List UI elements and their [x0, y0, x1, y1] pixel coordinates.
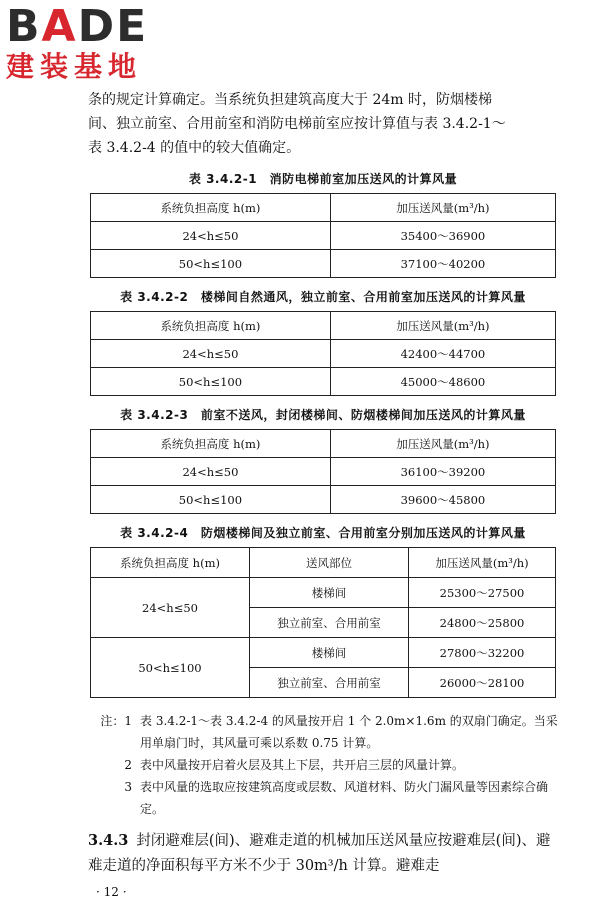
data-table [90, 311, 556, 396]
logo [6, 1, 176, 83]
table-cell: 24800～25800 [409, 608, 556, 638]
table-cell: 独立前室、合用前室 [250, 668, 409, 698]
table-cell: 27800～32200 [409, 638, 556, 668]
table-row [91, 458, 556, 486]
table-cell: 42400～44700 [330, 340, 555, 368]
table-cell: 50<h≤100 [91, 250, 331, 278]
table-header: 系统负担高度 h(m) [91, 430, 331, 458]
table-header: 系统负担高度 h(m) [91, 312, 331, 340]
intro-line: 间、独立前室、合用前室和消防电梯前室应按计算值与表 3.4.2-1～ [88, 116, 506, 132]
document-page [88, 88, 558, 899]
table-row [91, 340, 556, 368]
table-header: 加压送风量(m³/h) [409, 548, 556, 578]
note-number: 3 [124, 780, 132, 794]
note-text: 表中风量按开启着火层及其上下层，共开启三层的风量计算。 [140, 758, 465, 772]
table-cell: 45000～48600 [330, 368, 555, 396]
table-cell: 35400～36900 [330, 222, 555, 250]
table-cell: 39600～45800 [330, 486, 555, 514]
logo-subtitle: 建装基地 [6, 50, 143, 83]
table-row [91, 368, 556, 396]
table-row [91, 486, 556, 514]
note-number: 注：1 [100, 714, 132, 728]
intro-line: 条的规定计算确定。当系统负担建筑高度大于 24m 时，防烟楼梯 [88, 92, 492, 108]
table-header: 加压送风量(m³/h) [330, 430, 555, 458]
table-cell: 24<h≤50 [91, 458, 331, 486]
table-header: 加压送风量(m³/h) [330, 194, 555, 222]
table-row [91, 578, 556, 608]
table-cell: 26000～28100 [409, 668, 556, 698]
page-number: · 12 · [96, 885, 127, 899]
table-cell: 50<h≤100 [91, 486, 331, 514]
note-number: 2 [124, 758, 132, 772]
table-cell: 楼梯间 [250, 578, 409, 608]
table-row [91, 250, 556, 278]
notes [88, 710, 558, 820]
data-table [90, 547, 556, 698]
table-caption: 表 3.4.2-2 楼梯间自然通风，独立前室、合用前室加压送风的计算风量 [120, 290, 526, 304]
table-header: 送风部位 [250, 548, 409, 578]
table-cell: 36100～39200 [330, 458, 555, 486]
table-row [91, 638, 556, 668]
table-header: 系统负担高度 h(m) [91, 548, 250, 578]
intro-line: 表 3.4.2-4 的值中的较大值确定。 [88, 140, 301, 156]
note-item [88, 710, 558, 754]
section-3-4-3 [88, 828, 558, 879]
section-text: 封闭避难层(间)、避难走道的机械加压送风量应按避难层(间)、避难走道的净面积每平方米不少于 30m³/h 计算。避难走 [88, 833, 551, 874]
section-number: 3.4.3 [88, 832, 129, 849]
table-cell: 独立前室、合用前室 [250, 608, 409, 638]
table-cell: 25300～27500 [409, 578, 556, 608]
table-cell: 24<h≤50 [91, 578, 250, 638]
table-header: 系统负担高度 h(m) [91, 194, 331, 222]
table-cell: 24<h≤50 [91, 222, 331, 250]
note-text: 表 3.4.2-1～表 3.4.2-4 的风量按开启 1 个 2.0m×1.6m 的双扇门确定。当采用单扇门时，其风量可乘以系数 0.75 计算。 [140, 714, 558, 750]
table-cell: 楼梯间 [250, 638, 409, 668]
data-table [90, 429, 556, 514]
note-item [88, 754, 558, 776]
note-item [88, 776, 558, 820]
table-caption: 表 3.4.2-3 前室不送风，封闭楼梯间、防烟楼梯间加压送风的计算风量 [120, 408, 526, 422]
table-cell: 50<h≤100 [91, 638, 250, 698]
logo-wordmark: BADE [6, 1, 149, 52]
table-cell: 24<h≤50 [91, 340, 331, 368]
table-cell: 37100～40200 [330, 250, 555, 278]
table-caption: 表 3.4.2-1 消防电梯前室加压送风的计算风量 [188, 172, 458, 186]
note-text: 表中风量的选取应按建筑高度或层数、风道材料、防火门漏风量等因素综合确定。 [140, 780, 549, 816]
table-caption: 表 3.4.2-4 防烟楼梯间及独立前室、合用前室分别加压送风的计算风量 [120, 526, 526, 540]
table-row [91, 222, 556, 250]
data-table [90, 193, 556, 278]
table-header: 加压送风量(m³/h) [330, 312, 555, 340]
table-cell: 50<h≤100 [91, 368, 331, 396]
